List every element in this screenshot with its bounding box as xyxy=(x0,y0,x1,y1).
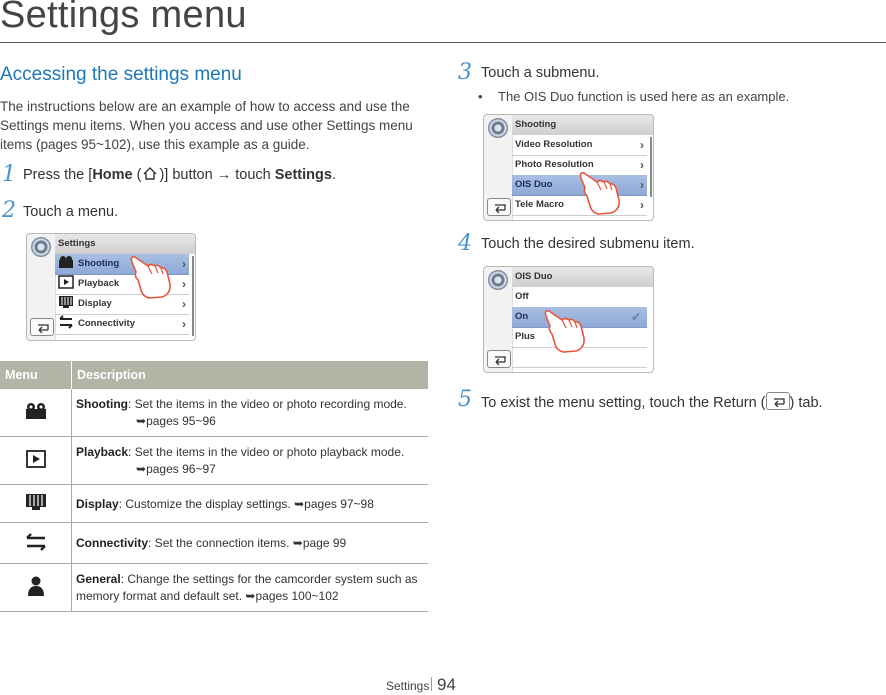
table-header-row xyxy=(0,361,428,389)
settings-gear-icon[interactable] xyxy=(488,270,508,290)
scrollbar[interactable] xyxy=(650,137,652,197)
settings-gear-icon[interactable] xyxy=(31,237,51,257)
option-label: On xyxy=(515,311,529,322)
menu-description-table xyxy=(0,361,428,612)
connectivity-icon xyxy=(58,315,74,329)
settings-gear-icon[interactable] xyxy=(488,118,508,138)
table-row xyxy=(0,523,428,564)
return-button[interactable] xyxy=(30,318,54,336)
table-row xyxy=(0,437,428,485)
menu-item-label: Shooting xyxy=(78,258,120,269)
column-header-description: Description xyxy=(72,361,429,389)
person-icon xyxy=(27,576,45,596)
section-heading: Accessing the settings menu xyxy=(0,64,242,85)
home-icon xyxy=(143,167,157,180)
submenu-item-label: Photo Resolution xyxy=(515,159,594,170)
return-icon xyxy=(491,201,507,213)
step-3 xyxy=(458,62,858,88)
screen-header: Shooting xyxy=(512,115,653,135)
return-icon xyxy=(34,321,50,333)
intro-paragraph: The instructions below are an example of how to access and use the Settings menu items. When you access and use other Settings menu items (pages 95~102), use this example as a guide. xyxy=(0,99,413,152)
return-icon xyxy=(491,353,507,365)
table-description-cell: General: Change the settings for the camcorder system such as memory format and default set. ➥pages 100~102 xyxy=(72,564,429,612)
step-1 xyxy=(0,164,430,190)
page-number: 94 xyxy=(437,675,456,694)
submenu-item-label: Video Resolution xyxy=(515,139,593,150)
step-4 xyxy=(458,233,858,259)
submenu-item-label: OIS Duo xyxy=(515,179,553,190)
connectivity-icon xyxy=(25,533,47,551)
table-row xyxy=(0,564,428,612)
footer-divider xyxy=(431,677,432,691)
shooting-screen xyxy=(483,114,654,221)
table-description-cell: Playback: Set the items in the video or photo playback mode. ➥pages 96~97 xyxy=(72,437,429,485)
chevron-right-icon: › xyxy=(182,297,186,311)
table-description-cell: Display: Customize the display settings. ➥pages 97~98 xyxy=(72,485,429,523)
table-icon-cell xyxy=(0,523,72,564)
menu-item-connectivity[interactable] xyxy=(55,314,189,335)
hand-pointer-icon xyxy=(573,168,623,216)
step-text: Touch the desired submenu item. xyxy=(481,236,695,252)
table-description-cell: Shooting: Set the items in the video or photo recording mode. ➥pages 95~96 xyxy=(72,389,429,437)
return-icon xyxy=(770,395,786,407)
hand-pointer-icon xyxy=(124,252,174,300)
chevron-right-icon: › xyxy=(640,178,644,192)
submenu-item-label: Tele Macro xyxy=(515,199,564,210)
scrollbar[interactable] xyxy=(192,256,194,336)
footer-section-label: Settings xyxy=(386,679,430,693)
checkmark-icon: ✔ xyxy=(630,310,641,324)
camcorder-icon xyxy=(25,402,47,420)
table-row xyxy=(0,485,428,523)
step-number: 5 xyxy=(458,387,472,412)
step-text: To exist the menu setting, touch the Return ( ) tab. xyxy=(481,392,823,411)
play-icon xyxy=(26,450,46,468)
menu-item-label: Connectivity xyxy=(78,318,136,329)
step-number: 1 xyxy=(2,162,16,187)
option-off[interactable] xyxy=(512,287,647,308)
option-label: Plus xyxy=(515,331,536,342)
chevron-right-icon: › xyxy=(182,277,186,291)
table-description-cell: Connectivity: Set the connection items. ➥page 99 xyxy=(72,523,429,564)
screen-header: OIS Duo xyxy=(512,267,653,287)
title-divider xyxy=(0,42,886,43)
submenu-item[interactable] xyxy=(512,135,647,156)
chevron-right-icon: › xyxy=(640,138,644,152)
table-icon-cell xyxy=(0,437,72,485)
step-text: Press the [Home ( )] button → touch Settings. xyxy=(23,167,336,183)
menu-item-label: Display xyxy=(78,298,112,309)
return-button[interactable] xyxy=(487,350,511,368)
chevron-right-icon: › xyxy=(182,317,186,331)
bullet-note: • The OIS Duo function is used here as an example. xyxy=(482,89,789,104)
menu-item-label: Playback xyxy=(78,278,120,289)
chevron-right-icon: › xyxy=(640,198,644,212)
step-text: Touch a submenu. xyxy=(481,65,600,81)
play-icon xyxy=(58,275,74,289)
step-number: 4 xyxy=(458,231,472,256)
chevron-right-icon: › xyxy=(640,158,644,172)
step-number: 2 xyxy=(2,198,16,223)
camcorder-icon xyxy=(58,255,74,269)
screen-header: Settings xyxy=(55,234,195,254)
option-label: Off xyxy=(515,291,529,302)
chevron-right-icon: › xyxy=(182,257,186,271)
step-2 xyxy=(0,200,200,226)
column-header-menu: Menu xyxy=(0,361,72,389)
step-5 xyxy=(458,389,878,415)
display-icon xyxy=(25,493,47,511)
hand-pointer-icon xyxy=(538,306,588,354)
table-icon-cell xyxy=(0,485,72,523)
table-icon-cell xyxy=(0,389,72,437)
return-tab-icon xyxy=(766,392,790,410)
table-row xyxy=(0,389,428,437)
display-icon xyxy=(58,295,74,309)
table-icon-cell xyxy=(0,564,72,612)
return-button[interactable] xyxy=(487,198,511,216)
step-number: 3 xyxy=(458,60,472,85)
page-title: Settings menu xyxy=(0,0,247,36)
step-text: Touch a menu. xyxy=(23,204,119,220)
